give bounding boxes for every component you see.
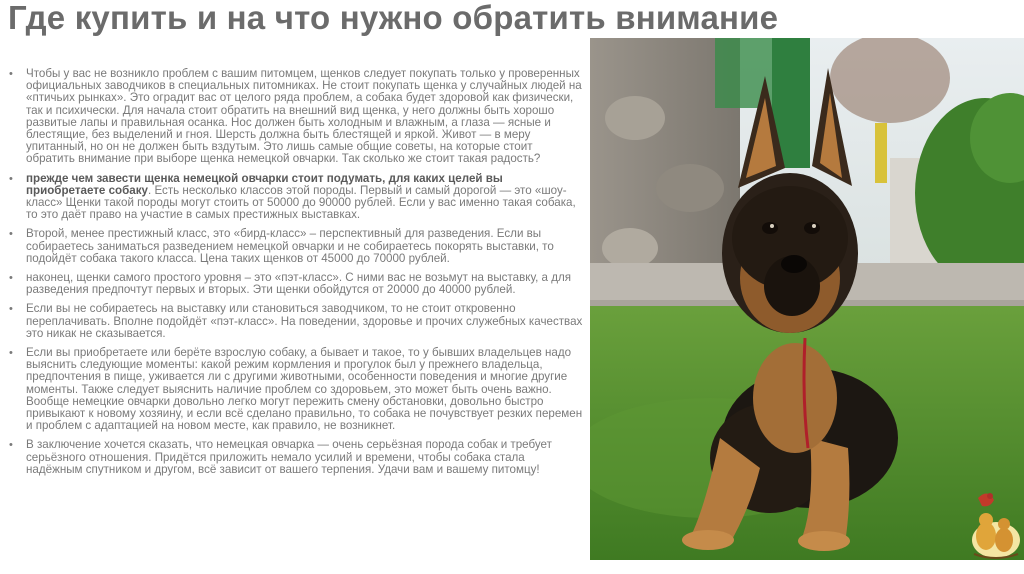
bullet-text: . Есть несколько классов этой породы. Первый и самый дорогой — это «шоу-класс» Щенки такой породы могут стоить от 50000 до 90000 рублей. Если у вас именно такая собака, то это даёт право на участие в самых престижных выставках. — [26, 183, 576, 222]
slide-content — [8, 68, 584, 568]
bullet-icon: • — [9, 303, 13, 316]
bullet-text: Чтобы у вас не возникло проблем с вашим питомцем, щенков следует покупать только у проверенных официальных заводчиков в специальных питомниках. Не стоит покупать щенка у случайных людей на «птичьих рынках». Это оградит вас от целого ряда проблем, а собака будет здоровой как физически, так и психически. Для начала стоит обратить на внешний вид щенка, у него должны быть хорошо развитые лапы и правильная осанка. Нос должен быть холодным и влажным, а глаза — ясные и блестящие, без выделений и гноя. Шерсть должна быть блестящей и яркой. Живот — в меру упитанный, но он не должен быть вздутым. Это лишь самые общие советы, на которые стоит обратить внимание при выборе щенка немецкой овчарки. Так сколько же стоит такая радость? — [26, 68, 582, 166]
bullet-icon: • — [9, 68, 13, 80]
cartoon-animals-logo — [968, 484, 1022, 560]
bullet-item-5 — [8, 303, 584, 340]
bullet-icon: • — [9, 347, 13, 360]
bullet-item-4 — [8, 272, 584, 296]
bullet-text: В заключение хочется сказать, что немецкая овчарка — очень серьёзная порода собак и требует серьёзного отношения. Придётся приложить немало усилий и времени, чтобы собака стала надёжным спутником и другом, всё зависит от вашего терпения. Удачи вам и вашему питомцу! — [26, 438, 552, 476]
bullet-bold-text: прежде чем завести щенка немецкой овчарки стоит подумать, для каких целей вы приобретаете собаку — [26, 171, 503, 197]
bullet-list — [8, 68, 584, 476]
bullet-item-3 — [8, 228, 584, 265]
bullet-text: Если вы приобретаете или берёте взрослую собаку, а бывает и такое, то у бывших владельцев надо выяснить следующие моменты: какой режим кормления и прогулок был у прежнего владельца, предпочтения в пище, уживается ли с другими животными, особенности поведения и многие другие моменты. Также следует выяснить наличие проблем со здоровьем, это может быть очень важно. Вообще немецкие овчарки довольно легко могут пережить смену обстановки, довольно быстро привыкают к новому хозяину, и если всё сделано правильно, то собака не почувствует резких перемен и проблем с адаптацией на новом месте, как правило, не возникнет. — [26, 346, 583, 433]
bullet-item-1 — [8, 68, 584, 166]
bullet-icon: • — [9, 228, 13, 241]
bullet-text: наконец, щенки самого простого уровня – это «пэт-класс». С ними вас не возьмут на выставку, а для разведения предпочтут первых и вторых. Эти щенки обойдутся от 20000 до 40000 рублей. — [26, 271, 572, 297]
german-shepherd-puppy-photo — [590, 38, 1024, 560]
bullet-text: Если вы не собираетесь на выставку или становиться заводчиком, то не стоит откровенно переплачивать. Вполне подойдёт «пэт-класс». На поведении, здоровье и прочих служебных качествах это никак не сказывается. — [26, 302, 583, 340]
bullet-text: Второй, менее престижный класс, это «бирд-класс» – перспективный для разведения. Если вы собираетесь заниматься разведением немецкой овчарки и не собираетесь покорять выставки, то подойдёт собака такого класса. Цена таких щенков от 45000 до 70000 рублей. — [26, 227, 554, 265]
bullet-icon: • — [9, 172, 13, 185]
bullet-icon: • — [9, 439, 13, 452]
bullet-item-7 — [8, 439, 584, 476]
bullet-item-6 — [8, 347, 584, 432]
bullet-icon: • — [9, 272, 13, 285]
slide-title: Где купить и на что нужно обратить внимание — [8, 0, 779, 36]
bullet-item-2 — [8, 173, 584, 222]
